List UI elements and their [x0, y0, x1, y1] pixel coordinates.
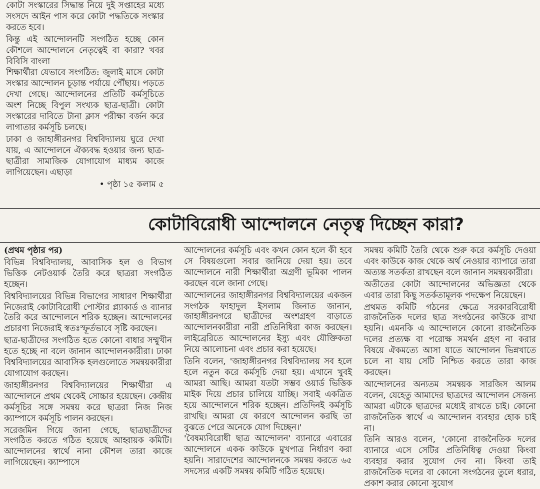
article-paragraph: অতীতের কোটা আন্দোলনের অভিজ্ঞতা থেকে এবার তারা কিছু সতর্কতামূলক পদক্ষেপ নিয়েছেন।	[364, 278, 536, 300]
article-paragraph: তিনি বলেন, 'জাহাঙ্গীরনগর বিশ্ববিদ্যালয় সব হলে হলে নতুন করে কর্মসূচি দেয়া হয়। এখানে খুবই আমরা আছি। আমরা যতটা সম্ভব ওয়ার্ড ভিত্তিক মাইক দিয়ে প্রচার চালিয়ে যাচ্ছি। সবাই একত্রিত হয়ে আন্দোলনে শরিক হচ্ছেন। প্রতিদিনই কর্মসূচি রাখছি। আমরা যে কারণে আন্দোলন করছি তা বুঝতে পেরে অনেকে যোগ দিচ্ছেন।'	[184, 356, 352, 432]
article-paragraph: বিশ্ববিদ্যালয়ের বিভিন্ন বিভাগের সাধারণ শিক্ষার্থীরা নিজেরাই কোটাবিরোধী পোস্টার প্ল্যাকার্ড ও ব্যানার তৈরি করে আন্দোলনে শরিক হচ্ছেন। আন্দোলনের প্রচারণা নিজেরাই স্বতঃস্ফূর্তভাবে সৃষ্টি করছেন।	[4, 290, 172, 334]
article-paragraph: আন্দোলনের অন্যতম সমন্বয়ক সারজিস আলম বলেন, যেহেতু আমাদের ছাত্রদের আন্দোলন সেজন্য আমরা এটাকে ছাত্রদের মধ্যেই রাখতে চাই। কোনো রাজনৈতিক স্বার্থে এ আন্দোলন ব্যবহার হোক চাই না।	[364, 378, 536, 433]
top-paragraph: শিক্ষার্থীরা যেভাবে সংগঠিত: জুলাই মাসে কোটা সংস্কার আন্দোলন চূড়ান্ত পর্যায়ে পৌঁছায়। পড়তে দেখা গেছে। আন্দোলনের প্রতিটি কর্মসূচিতে অংশ নিচ্ছে বিপুল সংখ্যক ছাত্র-ছাত্রী। কোটা সংস্কারের দাবিতে টানা ক্লাস পরীক্ষা বর্জন করে লাগাতার কর্মসূচি চলছে।	[6, 67, 164, 132]
headline-top-rule	[0, 208, 540, 209]
article-paragraph: ছাত্র-ছাত্রীদের সংগঠিত হতে কোনো বাধার সম্মুখীন হতে হচ্ছে না বলে জানান আন্দোলনকারীরা। ঢাকা বিশ্ববিদ্যালয়ের আবাসিক হলগুলোতে সমন্বয়কারীরা যোগাযোগ করছেন।	[4, 335, 172, 378]
top-paragraph: ঢাকা ও জাহাঙ্গীরনগর বিশ্ববিদ্যালয় ঘুরে দেখা যায়, এ আন্দোলনে ঐক্যবদ্ধ হওয়ার জন্য ছাত্র-ছাত্রীরা সামাজিক যোগাযোগ মাধ্যম কাজে লাগিয়েছেন। এছাড়া	[6, 133, 164, 177]
continuation-label: (প্রথম পৃষ্ঠার পর)	[4, 245, 63, 255]
jump-note-line	[6, 179, 164, 190]
article-paragraph: সরেজমিন গিয়ে জানা গেছে, ছাত্রছাত্রীদের সংগঠিত করতে গঠিত হয়েছে আহ্বায়ক কমিটি। আন্দোলনের স্বার্থে নানা কৌশল তারা কাজে লাগিয়েছেন। ক্যাম্পাসে	[4, 424, 172, 468]
top-paragraph: কিন্তু এই আন্দোলনটি সংগঠিত হচ্ছে কোন কৌশলে আন্দোলনে নেতৃত্বেই বা কারা? খবর বিবিসি বাংলা	[6, 33, 164, 66]
article-column-3	[364, 245, 536, 489]
article-paragraph: সমন্বয় কমিটি তৈরি থেকে শুরু করে কর্মসূচি দেওয়া এবং কাউকে কাজ থেকে অর্থ নেওয়ার ব্যাপারে তারা অত্যন্ত সতর্কতা রাখছেন বলে জানান সমন্বয়কারীরা।	[364, 245, 536, 277]
article-paragraph: বিভিন্ন বিশ্ববিদ্যালয়, আবাসিক হল ও বিভাগ ভিত্তিক নেটওয়ার্ক তৈরি করে ছাত্ররা সংগঠিত হচ্ছেন।	[4, 256, 172, 289]
article-paragraph: আন্দোলনের কর্মসূচি এবং কখন কোন হলে কী হবে সে বিষয়গুলো সবার জানিয়ে দেয়া হয়। তবে আন্দোলনে নারী শিক্ষার্থীরা অগ্রণী ভূমিকা পালন করছেন বলে জানা গেছে।	[184, 245, 352, 288]
headline-bottom-rule	[0, 242, 540, 243]
jump-arrow-icon: •	[99, 178, 107, 189]
article-paragraph: 'বৈষম্যবিরোধী ছাত্র আন্দোলন' ব্যানারে এবারের আন্দোলনে একক কাউকে মুখপাত্র নির্ধারণ করা হয়নি। সারাদেশের আন্দোলনকে সমন্বয় করতে ৬৫ সদস্যের একটি সমন্বয় কমিটি গঠিত হয়েছে।	[184, 433, 352, 477]
article-column-2	[184, 245, 352, 477]
article-paragraph: আন্দোলনের জাহাঙ্গীরনগর বিশ্ববিদ্যালয়ের একজন সংগঠক ফাহাদুল ইসলাম জিনাত জানান, জাহাঙ্গীরনগরে ছাত্রীদের অংশগ্রহণ বাড়াতে আন্দোলনকারীরা নারী প্রতিনিধিরা কাজ করছেন। লাইব্রেরিতে আন্দোলনের ইস্যু এবং যৌক্তিকতা নিয়ে আলোচনা এবং প্রচার করা হয়েছে।	[184, 289, 352, 355]
jump-note: পৃষ্ঠা ১৫ কলাম ৫	[106, 178, 164, 189]
article-paragraph: জাহাঙ্গীরনগর বিশ্ববিদ্যালয়ের শিক্ষার্থীরা এ আন্দোলনে প্রথম থেকেই সোচ্চার হয়েছেন। কেন্দ্রীয় কর্মসূচির সঙ্গে সমন্বয় করে ছাত্ররা নিজ নিজ ক্যাম্পাসে কর্মসূচি পালন করছেন।	[4, 379, 172, 423]
top-paragraph: কোটা সংস্কারের সিদ্ধান্ত নিয়ে দুই সপ্তাহের মধ্যে সংসদে আইন পাস করে কোটা পদ্ধতিকে সংস্কার করতে হবে।	[6, 0, 164, 32]
article-paragraph: প্রথমত কমিটি গঠনের ক্ষেত্রে সরকারবিরোধী রাজনৈতিক দলের ছাত্র সংগঠনের কাউকে রাখা হয়নি। এমনকি এ আন্দোলনে কোনো রাজনৈতিক দলের প্রত্যক্ষ বা পরোক্ষ সমর্থন গ্রহণ না করার বিষয়ে ঐকমত্যে আসা যাতে আন্দোলন ভিন্নখাতে চলে না যায় সেটি নিশ্চিত করতে তারা কাজ করছেন।	[364, 301, 536, 377]
article-paragraph: তিনি আরও বলেন, 'কোনো রাজনৈতিক দলের ব্যানারে এসে সেটির প্রতিনিধিত্ব দেওয়া কিংবা ব্যবহার করার সুযোগ দেব না। কিংবা তাই রাজনৈতিক দলের বা কোনো সংগঠনের তুলে ধরার, প্রকাশ করার কোনো সুযোগ	[364, 434, 536, 489]
article-column-1	[4, 245, 172, 468]
article-headline: কোটাবিরোধী আন্দোলনে নেতৃত্ব দিচ্ছেন কারা?	[147, 215, 464, 235]
top-story-column	[6, 0, 164, 208]
